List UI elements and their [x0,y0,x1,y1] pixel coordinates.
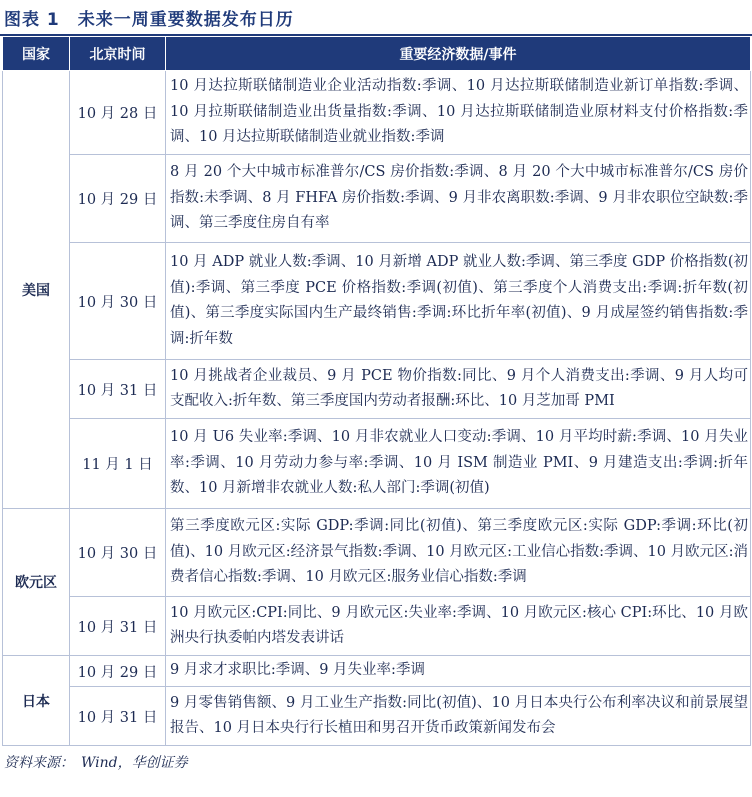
events-cell: 8 月 20 个大中城市标准普尔/CS 房价指数:季调、8 月 20 个大中城市标准普尔/CS 房价指数:未季调、8 月 FHFA 房价指数:季调、9 月非农离职数:季调、9 月非农职位空缺数:季调、第三季度住房自有率 [166,155,751,243]
table-row [3,155,751,243]
date-cell: 10 月 30 日 [70,509,166,597]
table-row [3,509,751,597]
date-cell: 11 月 1 日 [70,419,166,509]
country-cell-us: 美国 [3,71,70,509]
table-header-row [3,37,751,71]
events-cell: 9 月求才求职比:季调、9 月失业率:季调 [166,656,751,687]
date-cell: 10 月 29 日 [70,656,166,687]
country-cell-japan: 日本 [3,656,70,746]
header-events: 重要经济数据/事件 [166,37,751,71]
date-cell: 10 月 30 日 [70,243,166,360]
header-country: 国家 [3,37,70,71]
events-cell: 10 月欧元区:CPI:同比、9 月欧元区:失业率:季调、10 月欧元区:核心 CPI:环比、10 月欧洲央行执委帕内塔发表讲话 [166,597,751,656]
table-row [3,597,751,656]
events-cell: 10 月挑战者企业裁员、9 月 PCE 物价指数:同比、9 月个人消费支出:季调、9 月人均可支配收入:折年数、第三季度国内劳动者报酬:环比、10 月芝加哥 PMI [166,360,751,419]
title-bar [0,0,752,36]
date-cell: 10 月 28 日 [70,71,166,155]
events-cell: 10 月 U6 失业率:季调、10 月非农就业人口变动:季调、10 月平均时薪:季调、10 月失业率:季调、10 月劳动力参与率:季调、10 月 ISM 制造业 PMI、9 月建造支出:季调:折年数、10 月新增非农就业人数:私人部门:季调(初值) [166,419,751,509]
events-cell: 10 月 ADP 就业人数:季调、10 月新增 ADP 就业人数:季调、第三季度 GDP 价格指数(初值):季调、第三季度 PCE 价格指数:季调(初值)、第三季度个人消费支出:季调:折年数(初值)、第三季度实际国内生产最终销售:季调:环比折年率(初值)、9 月成屋签约销售指数:季调:折年数 [166,243,751,360]
date-cell: 10 月 29 日 [70,155,166,243]
country-cell-eurozone: 欧元区 [3,509,70,656]
table-row [3,656,751,687]
table-row [3,71,751,155]
table-row [3,419,751,509]
date-cell: 10 月 31 日 [70,687,166,746]
calendar-table [2,36,751,746]
table-row [3,360,751,419]
date-cell: 10 月 31 日 [70,360,166,419]
table-row [3,687,751,746]
events-cell: 10 月达拉斯联储制造业企业活动指数:季调、10 月达拉斯联储制造业新订单指数:季调、10 月拉斯联储制造业出货量指数:季调、10 月达拉斯联储制造业原材料支付价格指数:季调、10 月达拉斯联储制造业就业指数:季调 [166,71,751,155]
events-cell: 9 月零售销售额、9 月工业生产指数:同比(初值)、10 月日本央行公布利率决议和前景展望报告、10 月日本央行行长植田和男召开货币政策新闻发布会 [166,687,751,746]
date-cell: 10 月 31 日 [70,597,166,656]
source-note: 资料来源： Wind，华创证券 [4,755,188,771]
events-cell: 第三季度欧元区:实际 GDP:季调:同比(初值)、第三季度欧元区:实际 GDP:季调:环比(初值)、10 月欧元区:经济景气指数:季调、10 月欧元区:工业信心指数:季调、10 月欧元区:消费者信心指数:季调、10 月欧元区:服务业信心指数:季调 [166,509,751,597]
page-title: 图表 1 未来一周重要数据发布日历 [4,9,294,30]
header-time: 北京时间 [70,37,166,71]
table-row [3,243,751,360]
